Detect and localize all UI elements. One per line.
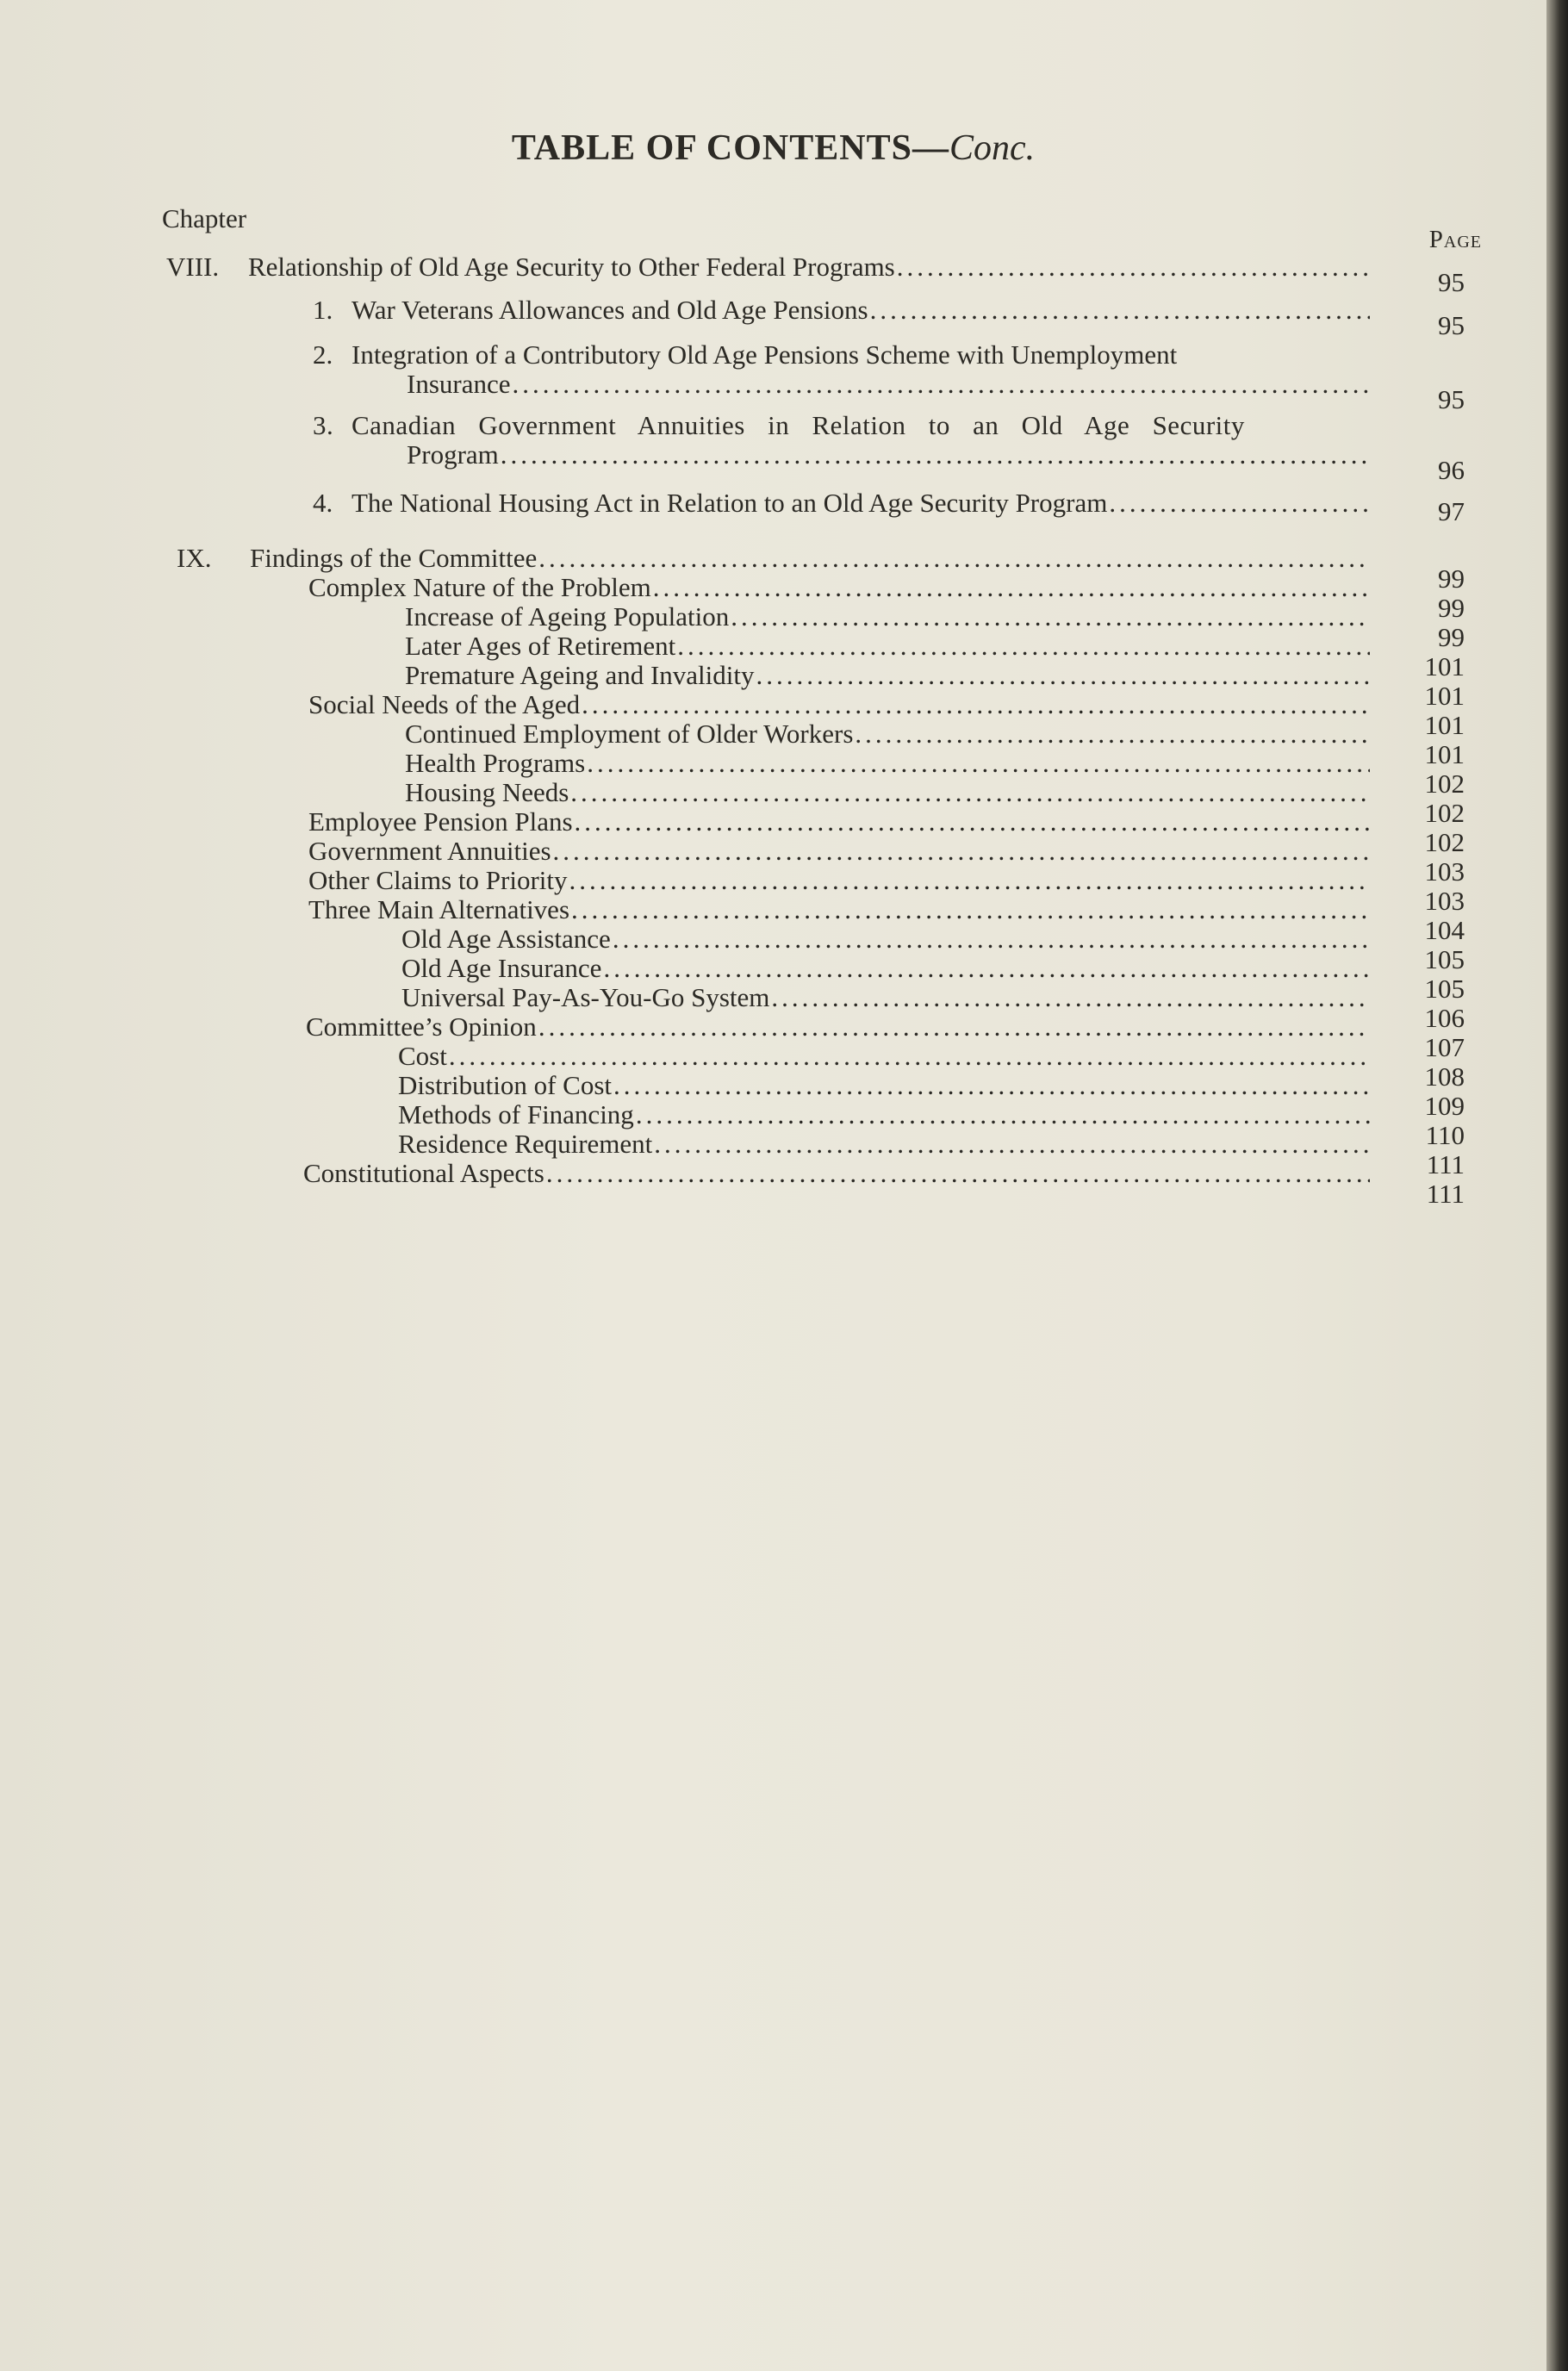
entry-title: Increase of Ageing Population — [405, 601, 730, 632]
dot-leader — [870, 295, 1370, 326]
dot-leader — [553, 836, 1370, 867]
page-number: 99 — [1438, 622, 1465, 652]
page-number: 101 — [1424, 739, 1465, 769]
entry-title: Universal Pay-As-You-Go System — [401, 982, 770, 1012]
entry-title: Other Claims to Priority — [308, 865, 568, 895]
entry-title: Old Age Insurance — [401, 953, 602, 983]
title-main: TABLE OF CONTENTS— — [511, 128, 949, 168]
dot-leader — [513, 369, 1371, 400]
toc-entry[interactable] — [306, 1011, 1370, 1042]
page-number: 95 — [1438, 267, 1465, 297]
title-suffix: Conc. — [949, 128, 1036, 168]
chapter-number: IX. — [177, 543, 212, 573]
page-number: 102 — [1424, 798, 1465, 828]
dot-leader — [603, 953, 1370, 984]
section-number: 3. — [313, 410, 334, 440]
toc-entry[interactable] — [398, 1070, 1370, 1101]
toc-entry[interactable] — [398, 1129, 1370, 1160]
chapter-title: Findings of the Committee — [250, 543, 538, 573]
entry-title: Premature Ageing and Invalidity — [405, 660, 755, 690]
toc-entry[interactable] — [405, 660, 1370, 691]
dot-leader — [501, 439, 1370, 470]
dot-leader — [570, 777, 1370, 808]
chapter-column-header: Chapter — [162, 203, 247, 233]
dot-leader — [677, 631, 1370, 662]
page-number: 104 — [1424, 915, 1465, 945]
dot-leader — [538, 1011, 1370, 1042]
entry-title: Complex Nature of the Problem — [308, 572, 651, 602]
toc-entry[interactable] — [401, 953, 1370, 984]
dot-leader — [569, 865, 1370, 896]
section-title-continued: Insurance — [407, 369, 511, 399]
page-number: 108 — [1424, 1061, 1465, 1092]
toc-section-2-line2[interactable] — [407, 369, 1370, 400]
toc-chapter-ix[interactable] — [177, 543, 1370, 574]
page-number: 105 — [1424, 974, 1465, 1004]
chapter-number: VIII. — [166, 252, 220, 282]
entry-title: Later Ages of Retirement — [405, 631, 676, 661]
page-number: 99 — [1438, 563, 1465, 594]
entry-title: Old Age Assistance — [401, 924, 611, 954]
toc-entry[interactable] — [308, 572, 1370, 603]
page-number: 95 — [1438, 310, 1465, 340]
toc-section-3-line1[interactable] — [313, 410, 1245, 440]
toc-entry[interactable] — [308, 836, 1370, 867]
toc-section-4[interactable] — [313, 488, 1370, 519]
page-number: 99 — [1438, 593, 1465, 623]
page-number: 103 — [1424, 856, 1465, 887]
dot-leader — [582, 689, 1370, 720]
section-number: 1. — [313, 295, 333, 325]
dot-leader — [731, 601, 1370, 632]
dot-leader — [613, 1070, 1370, 1101]
dot-leader — [587, 748, 1370, 779]
toc-entry[interactable] — [398, 1099, 1370, 1130]
toc-section-2-line1[interactable] — [313, 339, 1178, 370]
entry-title: Residence Requirement — [398, 1129, 653, 1159]
toc-entry[interactable] — [405, 719, 1370, 750]
dot-leader — [1109, 488, 1370, 519]
entry-title: Employee Pension Plans — [308, 806, 573, 837]
dot-leader — [613, 924, 1370, 955]
page-number: 102 — [1424, 769, 1465, 799]
page-number: 95 — [1438, 384, 1465, 414]
toc-entry[interactable] — [401, 982, 1370, 1013]
dot-leader — [575, 806, 1370, 837]
page-number: 111 — [1426, 1149, 1465, 1179]
page-binding-edge — [1546, 0, 1568, 2371]
dot-leader — [897, 252, 1370, 283]
toc-entry[interactable] — [308, 689, 1370, 720]
entry-title: Distribution of Cost — [398, 1070, 613, 1100]
toc-entry[interactable] — [405, 748, 1370, 779]
page-number: 101 — [1424, 681, 1465, 711]
entry-title: Constitutional Aspects — [303, 1158, 544, 1188]
entry-title: Government Annuities — [308, 836, 551, 866]
toc-entry[interactable] — [308, 894, 1370, 925]
page-number: 105 — [1424, 944, 1465, 974]
toc-entry[interactable] — [398, 1041, 1370, 1072]
dot-leader — [546, 1158, 1370, 1189]
entry-title: Health Programs — [405, 748, 586, 778]
page-number: 107 — [1424, 1032, 1465, 1062]
dot-leader — [771, 982, 1370, 1013]
toc-entry[interactable] — [303, 1158, 1370, 1189]
toc-entry[interactable] — [401, 924, 1370, 955]
entry-title: Three Main Alternatives — [308, 894, 570, 924]
dot-leader — [654, 1129, 1370, 1160]
dot-leader — [538, 543, 1370, 574]
toc-section-3-line2[interactable] — [407, 439, 1370, 470]
dot-leader — [571, 894, 1370, 925]
toc-chapter-viii[interactable] — [166, 252, 1370, 283]
toc-entry[interactable] — [405, 777, 1370, 808]
page-number: 101 — [1424, 651, 1465, 681]
toc-section-1[interactable] — [313, 295, 1370, 326]
page-number: 103 — [1424, 886, 1465, 916]
chapter-title: Relationship of Old Age Security to Other Federal Programs — [248, 252, 895, 282]
entry-title: Continued Employment of Older Workers — [405, 719, 854, 749]
dot-leader — [756, 660, 1370, 691]
toc-entry[interactable] — [405, 601, 1370, 632]
page-number: 110 — [1425, 1120, 1465, 1150]
page-title — [0, 128, 1546, 169]
section-number: 2. — [313, 339, 333, 370]
dot-leader — [855, 719, 1370, 750]
page-number: 106 — [1424, 1003, 1465, 1033]
toc-entry[interactable] — [405, 631, 1370, 662]
entry-title: Methods of Financing — [398, 1099, 634, 1129]
entry-title: Cost — [398, 1041, 447, 1071]
section-title: Canadian Government Annuities in Relation to an Old Age Security — [352, 410, 1245, 440]
page-column-header: Page — [1428, 226, 1482, 253]
page-number: 109 — [1424, 1091, 1465, 1121]
entry-title: Housing Needs — [405, 777, 569, 807]
dot-leader — [449, 1041, 1370, 1072]
section-title: The National Housing Act in Relation to an Old Age Security Program — [352, 488, 1108, 518]
section-title-continued: Program — [407, 439, 499, 470]
toc-entry[interactable] — [308, 806, 1370, 837]
dot-leader — [653, 572, 1370, 603]
dot-leader — [636, 1099, 1370, 1130]
section-number: 4. — [313, 488, 333, 518]
page-number: 101 — [1424, 710, 1465, 740]
page-number: 111 — [1426, 1179, 1465, 1209]
page-number: 96 — [1438, 455, 1465, 485]
entry-title: Social Needs of the Aged — [308, 689, 581, 719]
page-number: 102 — [1424, 827, 1465, 857]
entry-title: Committee’s Opinion — [306, 1011, 537, 1042]
section-title: War Veterans Allowances and Old Age Pensions — [352, 295, 868, 325]
page-number: 97 — [1438, 496, 1465, 526]
section-title: Integration of a Contributory Old Age Pensions Scheme with Unemployment — [352, 339, 1178, 370]
toc-entry[interactable] — [308, 865, 1370, 896]
